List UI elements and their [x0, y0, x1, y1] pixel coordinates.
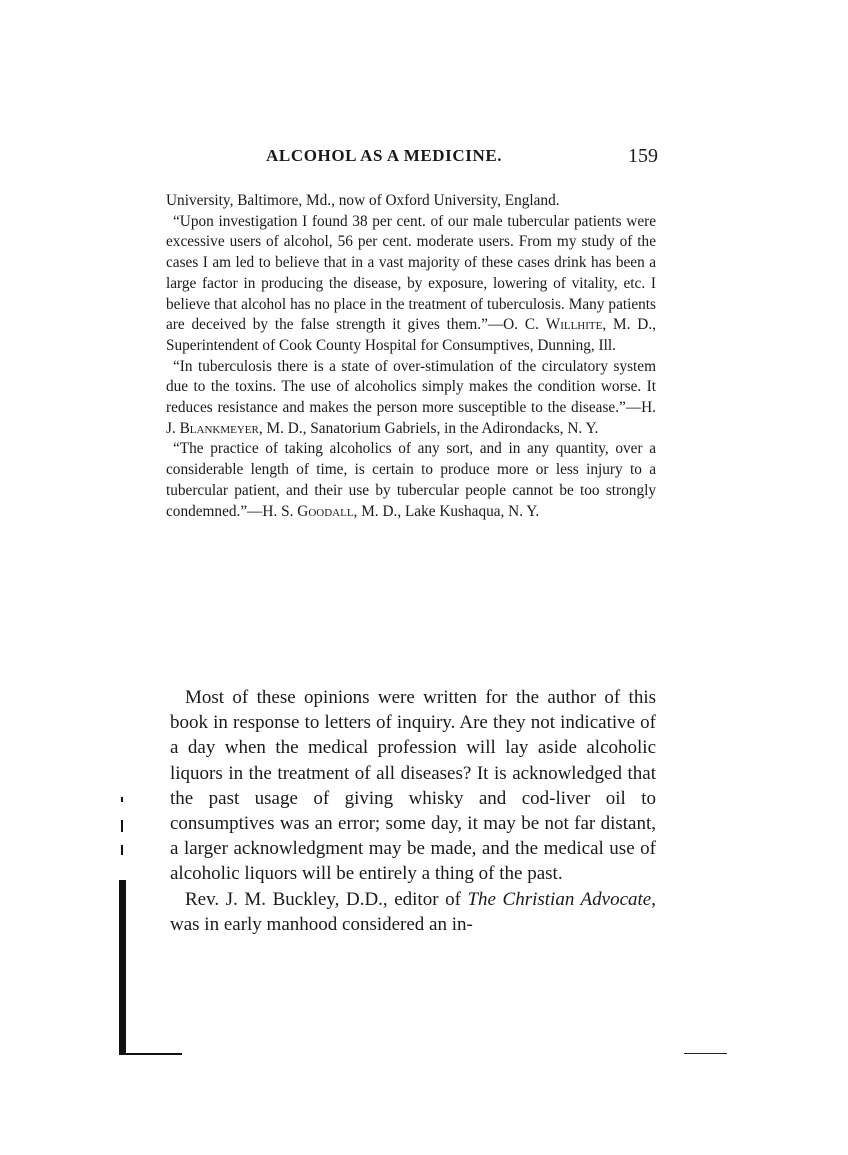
bottom-rule-right: [684, 1053, 727, 1054]
scan-mark: [121, 797, 123, 802]
publication-title: The Christian Advocate: [467, 888, 652, 910]
scan-mark: [121, 845, 123, 855]
author-credentials: , M. D., Lake Kushaqua, N. Y.: [353, 502, 540, 520]
author-credentials: , M. D., Superintendent of Cook County Hospital for Consumptives, Dunning, Ill.: [166, 316, 656, 354]
author-name: Blankmeyer: [179, 419, 259, 437]
quote-text: “In tuberculosis there is a state of over-stimulation of the circulatory system due to the toxins. The use of alcoholics simply makes the condition worse. It reduces resistance and makes the person more susceptible to the disease.”—H. J.: [166, 357, 656, 437]
page-number: 159: [628, 145, 658, 167]
body-text: [170, 685, 656, 937]
quote-blankmeyer: [166, 357, 656, 440]
author-credentials: , M. D., Sanatorium Gabriels, in the Adirondacks, N. Y.: [258, 419, 599, 437]
author-name: Willhite: [545, 316, 603, 334]
body-paragraph: [170, 887, 656, 937]
running-title: ALCOHOL AS A MEDICINE.: [266, 146, 503, 165]
body-text-run: Rev. J. M. Buckley, D.D., editor of: [185, 888, 468, 910]
scan-mark: [121, 820, 123, 832]
quote-attribution-continued: University, Baltimore, Md., now of Oxford University, England.: [166, 192, 560, 209]
author-name: Goodall: [297, 502, 354, 520]
body-paragraph: Most of these opinions were written for the author of this book in response to letters of inquiry. Are they not indicative of a day when the medical profession will lay aside alcoholic liquors in the treatment of all diseases? It is acknowledged that the past usage of giving whisky and cod-liver oil to consumptives was an error; some day, it may be not far distant, a larger acknowledgment may be made, and the medical use of alcoholic liquors will be entirely a thing of the past.: [170, 687, 656, 885]
quoted-opinions: [166, 191, 656, 522]
bottom-rule-left: [119, 1053, 182, 1055]
quote-text: “Upon investigation I found 38 per cent. of our male tubercular patients were excessive users of alcohol, 56 per cent. moderate users. From my study of the cases I am led to believe that in a vast majority of these cases drink has been a large factor in producing the disease, by exposure, lowering of vitality, etc. I believe that alcohol has no place in the treatment of tuberculosis. Many patients are deceived by the false strength it gives them.”—O. C.: [166, 212, 656, 334]
page-header: [166, 146, 658, 172]
body-text-run: , was in early manhood considered an in-: [170, 888, 656, 935]
quote-willhite: [166, 212, 656, 357]
page-edge-shadow: [119, 880, 126, 1055]
quote-text: “The practice of taking alcoholics of any sort, and in any quantity, over a considerable length of time, is certain to produce more or less injury to a tubercular patient, and their use by tubercular people cannot be too strongly condemned.”—H. S.: [166, 440, 656, 520]
quote-goodall: [166, 439, 656, 522]
